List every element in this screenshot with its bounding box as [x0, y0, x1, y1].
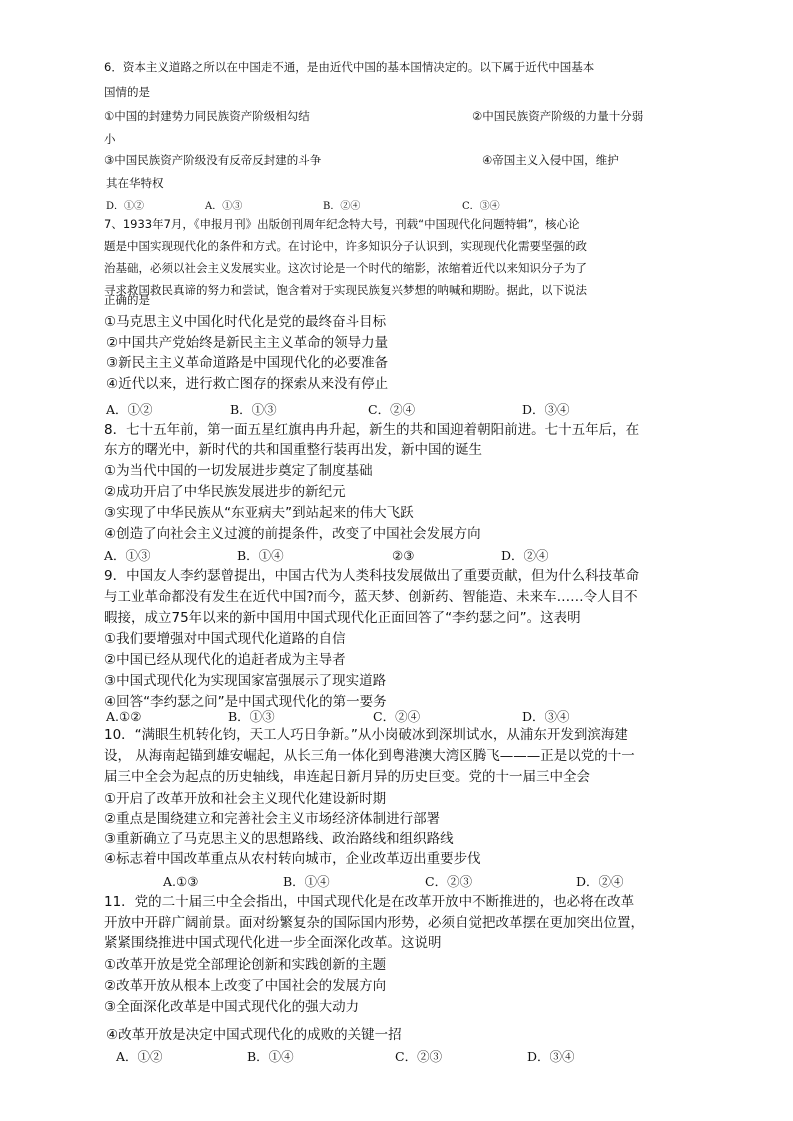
- q8-choice-1: ①为当代中国的一切发展进步奠定了制度基础: [104, 463, 373, 479]
- q6-choice-4-continued: 其在华特权: [106, 176, 164, 190]
- q7-option-b: B．①③: [230, 402, 277, 417]
- q11-option-a: A．①②: [116, 1049, 163, 1064]
- q9-option-b: B．①③: [228, 709, 275, 724]
- q9-choice-3: ③中国式现代化为实现国家富强展示了现实道路: [104, 673, 387, 689]
- q6-option-d: D．①②: [106, 201, 145, 212]
- q6-choice-1: ①中国的封建势力同民族资产阶级相勾结: [104, 109, 310, 123]
- q9-option-c: C．②④: [373, 709, 421, 724]
- q10-option-a: A.①③: [163, 874, 199, 889]
- q11-choice-3: ③全面深化改革是中国式现代化的强大动力: [104, 999, 360, 1015]
- q11-option-b: B．①④: [247, 1049, 294, 1064]
- q6-stem-line-2: 国情的是: [104, 85, 150, 99]
- q11-choice-4: ④改革开放是决定中国式现代化的成败的关键一招: [106, 1027, 402, 1043]
- q8-option-d: D．②④: [501, 548, 549, 563]
- q9-stem-line-1: 9．中国友人李约瑟曾提出，中国古代为人类科技发展做出了重要贡献，但为什么科技革命: [104, 568, 640, 584]
- q11-stem-line-1: 11．党的二十届三中全会指出，中国式现代化是在改革开放中不断推进的，也必将在改革: [104, 894, 635, 910]
- q9-choice-2: ②中国已经从现代化的追赶者成为主导者: [104, 652, 346, 668]
- q10-option-d: D．②④: [576, 874, 624, 889]
- q10-stem-line-3: 届三中全会为起点的历史轴线，串连起日新月异的历史巨变。党的十一届三中全会: [104, 769, 590, 785]
- q7-stem-line-2: 题是中国实现现代化的条件和方式。在讨论中，许多知识分子认识到，实现现代化需要坚强的政: [104, 239, 587, 253]
- q9-stem-line-2: 与工业革命都没有发生在近代中国?而今，蓝天梦、创新药、智能造、未来车……令人目不: [104, 589, 638, 605]
- q10-stem-line-1: 10．“满眼生机转化钧，天工人巧日争新。”从小岗破冰到深圳试水，从浦东开发到滨海建: [104, 727, 628, 743]
- q11-option-c: C．②③: [395, 1049, 443, 1064]
- q7-choice-3: ③新民主主义革命道路是中国现代化的必要准备: [106, 355, 389, 371]
- q11-choice-2: ②改革开放从根本上改变了中国社会的发展方向: [104, 978, 387, 994]
- q11-stem-line-3: 紧紧围绕推进中国式现代化进一步全面深化改革。这说明: [104, 935, 442, 951]
- q8-stem-line-1: 8．七十五年前，第一面五星红旗冉冉升起，新生的共和国迎着朝阳前进。七十五年后，在: [104, 422, 640, 438]
- q6-choice-4: ④帝国主义入侵中国，维护: [482, 153, 619, 167]
- q6-choice-2: ②中国民族资产阶级的力量十分弱: [472, 109, 644, 123]
- q6-stem-line-1: 6．资本主义道路之所以在中国走不通，是由近代中国的基本国情决定的。以下属于近代中国基本: [104, 60, 595, 74]
- q6-choice-3: ③中国民族资产阶级没有反帝反封建的斗争: [104, 153, 322, 167]
- q11-choice-1: ①改革开放是党全部理论创新和实践创新的主题: [104, 957, 387, 973]
- q6-option-a: A．①③: [205, 201, 243, 212]
- q10-choice-1: ①开启了改革开放和社会主义现代化建设新时期: [104, 791, 387, 807]
- q9-option-d: D．③④: [522, 709, 570, 724]
- q9-option-a: A.①②: [106, 709, 142, 724]
- q11-option-d: D．③④: [527, 1049, 575, 1064]
- q7-stem-line-1: 7、1933年7月，《申报月刊》出版创刊周年纪念特大号，刊载“中国现代化问题特辑”，核心论: [104, 217, 580, 231]
- q7-option-c: C．②④: [368, 402, 416, 417]
- q7-stem-line-5: 正确的是: [104, 293, 150, 307]
- q10-stem-line-2: 设， 从海南起锚到雄安崛起，从长三角一体化到粤港澳大湾区腾飞———正是以党的十一: [104, 748, 635, 764]
- q6-option-b: B．②④: [323, 201, 361, 212]
- q8-choice-3: ③实现了中华民族从“东亚病夫”到站起来的伟大飞跃: [104, 505, 414, 521]
- q10-choice-2: ②重点是围绕建立和完善社会主义市场经济体制进行部署: [104, 811, 441, 827]
- q7-stem-line-3: 治基础，必须以社会主义发展实业。这次讨论是一个时代的缩影，浓缩着近代以来知识分子为了: [104, 261, 587, 275]
- q8-option-a: A．①③: [104, 548, 151, 563]
- q10-choice-4: ④标志着中国改革重点从农村转向城市，企业改革迈出重要步伐: [104, 851, 481, 867]
- q8-choice-2: ②成功开启了中华民族发展进步的新纪元: [104, 484, 346, 500]
- q10-option-b: B．①④: [283, 874, 330, 889]
- q7-choice-4: ④近代以来，进行救亡图存的探索从来没有停止: [106, 376, 389, 392]
- q11-stem-line-2: 开放中开辟广阔前景。面对纷繁复杂的国际国内形势，必须自觉把改革摆在更加突出位置，: [104, 915, 644, 931]
- q8-stem-line-2: 东方的曙光中，新时代的共和国重整行装再出发，新中国的诞生: [104, 442, 482, 458]
- q9-stem-line-3: 暇接，成立75年以来的新中国用中国式现代化正面回答了“李约瑟之问”。这表明: [104, 610, 581, 626]
- q8-option-b: B．①④: [237, 548, 284, 563]
- q8-choice-4: ④创造了向社会主义过渡的前提条件，改变了中国社会发展方向: [104, 526, 481, 542]
- q7-option-a: A．①②: [106, 402, 153, 417]
- q10-option-c: C．②③: [425, 874, 473, 889]
- q7-stem-line-4: 寻求救国救民真谛的努力和尝试，饱含着对于实现民族复兴梦想的呐喊和期盼。据此，以下说法: [104, 283, 587, 297]
- q9-choice-4: ④回答“李约瑟之问”是中国式现代化的第一要务: [104, 694, 387, 710]
- q7-choice-1: ①马克思主义中国化时代化是党的最终奋斗目标: [104, 314, 387, 330]
- q10-choice-3: ③重新确立了马克思主义的思想路线、政治路线和组织路线: [104, 831, 454, 847]
- q7-option-d: D．③④: [522, 402, 570, 417]
- q8-option-c: ②③: [392, 548, 415, 563]
- q6-option-c: C．③④: [462, 201, 500, 212]
- q9-choice-1: ①我们要增强对中国式现代化道路的自信: [104, 631, 346, 647]
- q7-choice-2: ②中国共产党始终是新民主主义革命的领导力量: [106, 335, 389, 351]
- q6-choice-2-continued: 小: [104, 132, 116, 146]
